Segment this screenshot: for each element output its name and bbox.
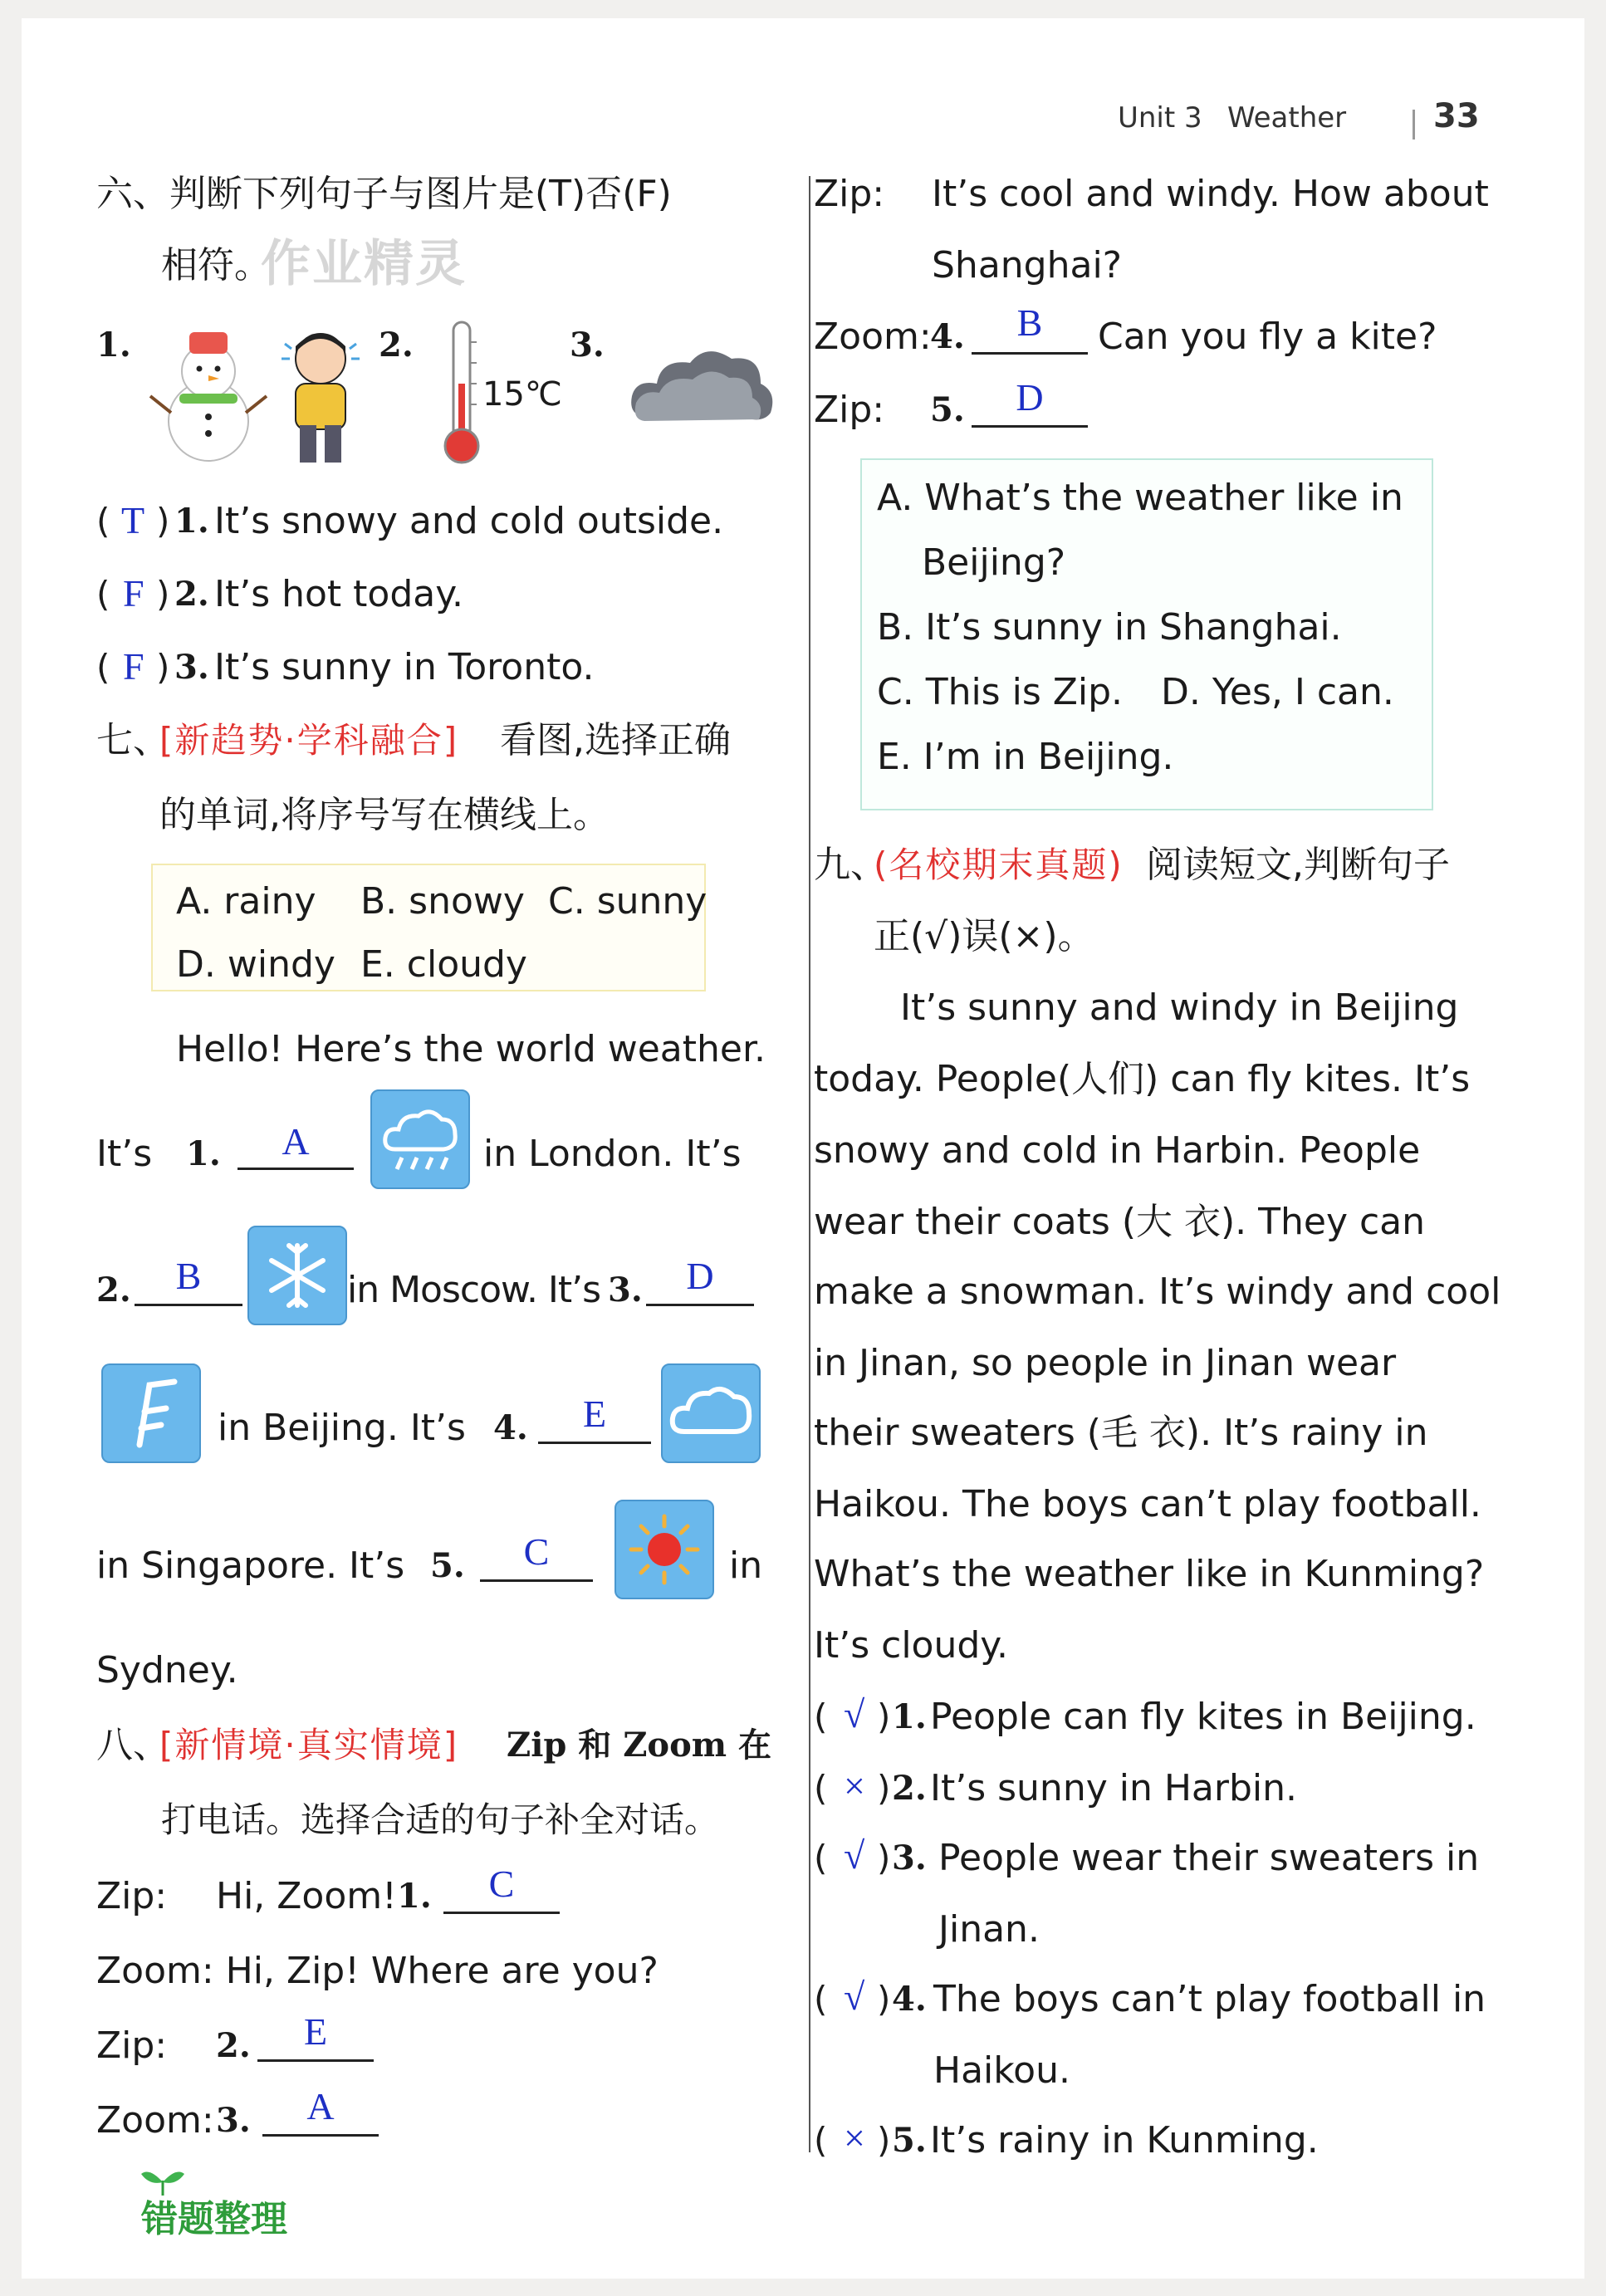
pic-num-1: 1. — [96, 326, 131, 365]
s9-tag: (名校期末真题) — [874, 844, 1124, 885]
snowman-icon — [146, 317, 271, 467]
s8-blank-4 — [972, 352, 1088, 355]
header-unit: Unit 3 — [1118, 101, 1202, 135]
s7-option-e: E. cloudy — [360, 943, 527, 986]
s8-answer-4: B — [1016, 301, 1043, 344]
s7-heading-line2: 的单词,将序号写在横线上。 — [159, 794, 610, 836]
s6-heading-line2: 相符。 — [161, 244, 271, 286]
s7-option-b: B. snowy — [360, 880, 525, 923]
s8-heading-line2: 打电话。选择合适的句子补全对话。 — [161, 1799, 720, 1840]
page-number: 33 — [1433, 97, 1480, 135]
s6-heading: 六、判断下列句子与图片是(T)否(F) — [96, 173, 672, 215]
watermark: 作业精灵 — [261, 235, 467, 293]
s7-heading: 看图,选择正确 — [500, 719, 731, 761]
s9-heading: 阅读短文,判断句子 — [1146, 844, 1450, 886]
workbook-page: Unit 3 Weather 33 六、判断下列句子与图片是(T)否(F) 相符。 作业精灵 1. 2. 3. 15℃ ( T ) 1. It’s snowy and cold outside. ( F ) 2. It’s hot today. ( F ) 3. It’s sunny in Toronto. 七、 [新趋势·学科融合] 看图,选择正确 的单词,将序号写在横线上。 A. rainy B. snowy C. sunny D. windy E. cloudy Hello! Here’s the world weather. It’s 1. A in London. It’s 2. B in Moscow. It’s 3. D in Beijing. It’s 4. E in Singapore. It’s 5. C in Sydney. 八、 [新情境·真实情境] Zip 和 Zoom 在 打电话。选择合适的句子补全对话。 Zip: Hi, Zoom! 1. C Zoom: Hi, Zip! Where are you? Zip: 2. E Zoom: 3. A Zip: It’s cool and windy. How about Shanghai? Zoom: 4. B Can you fly a kite? Zip: 5. D A. What’s the weather like in Beijing? B. It’s sunny in Shanghai. C. This is Zip. D. Yes, I can. E. I’m in Beijing. 九、 (名校期末真题) 阅读短文,判断句子 正(√)误(×)。 It’s sunny and windy in Beijing today. People(人们) can fly kites. It’s snowy and cold in Harbin. People wear their coats (大 衣). They can make a snowman. It’s windy and cool in Jinan, so people in Jinan wear their sweaters (毛 衣). It’s rainy in Haikou. The boys can’t play football. What’s the weather like in Kunming? It’s cloudy. ( √ ) 1. People can fly kites in Beijing. ( × ) 2. It’s sunny in Harbin. ( √ ) 3. People wear their sweaters in Jinan. ( √ ) 4. The boys can’t play football in Haikou. ( × ) 5. It’s rainy in Kunming. 错题整理 — [22, 18, 1584, 2279]
header-divider — [1413, 110, 1415, 140]
s6-answer-3: F — [123, 645, 144, 688]
s7-answer-4: E — [582, 1393, 607, 1435]
pic-num-3: 3. — [570, 326, 605, 365]
header-title: Weather — [1227, 101, 1347, 135]
dark-cloud-icon — [628, 338, 777, 429]
s7-blank-4 — [538, 1442, 651, 1444]
s7-answer-2: B — [175, 1255, 202, 1297]
sun-icon — [614, 1500, 714, 1599]
s9-answer-3: √ — [844, 1834, 865, 1877]
cloud-icon — [661, 1363, 761, 1463]
rain-icon — [370, 1089, 470, 1189]
s8-option-d: D. Yes, I can. — [1161, 671, 1394, 713]
s9-answer-5: × — [844, 2117, 865, 2159]
s7-blank-3 — [646, 1304, 754, 1306]
s7-prefix: 七、 — [96, 719, 169, 761]
s8-blank-2 — [257, 2059, 374, 2062]
snowflake-icon — [247, 1226, 347, 1325]
s7-option-d: D. windy — [176, 943, 335, 986]
s6-text-3: It’s sunny in Toronto. — [214, 646, 595, 688]
s7-intro: Hello! Here’s the world weather. — [176, 1028, 766, 1070]
s8-option-c: C. This is Zip. — [877, 671, 1124, 713]
s8-option-b: B. It’s sunny in Shanghai. — [877, 606, 1342, 649]
wind-icon — [101, 1363, 201, 1463]
s7-answer-5: C — [523, 1530, 550, 1573]
s6-text-2: It’s hot today. — [214, 573, 463, 615]
s6-answer-2: F — [123, 572, 144, 614]
s8-heading: Zip 和 Zoom 在 — [507, 1726, 772, 1765]
s7-option-c: C. sunny — [548, 880, 708, 923]
s8-tag: [新情境·真实情境] — [159, 1725, 459, 1765]
s9-answer-1: √ — [844, 1693, 865, 1735]
s6-answer-1: T — [121, 499, 145, 541]
column-divider — [809, 176, 810, 2152]
s8-blank-5 — [972, 425, 1088, 428]
s6-text-1: It’s snowy and cold outside. — [214, 500, 724, 542]
thermometer-icon — [437, 317, 487, 467]
footer-label: 错题整理 — [141, 2198, 287, 2240]
s8-answer-3: A — [306, 2085, 335, 2127]
s8-answer-2: E — [303, 2010, 328, 2053]
cold-boy-icon — [275, 326, 366, 471]
s8-option-e: E. I’m in Beijing. — [877, 736, 1174, 778]
s9-answer-2: × — [844, 1765, 865, 1807]
s7-tag: [新趋势·学科融合] — [159, 720, 459, 761]
s7-answer-1: A — [282, 1120, 310, 1163]
s9-answer-4: √ — [844, 1975, 865, 2018]
s7-blank-1 — [237, 1168, 354, 1170]
s8-answer-5: D — [1016, 376, 1044, 419]
s7-answer-3: D — [686, 1255, 714, 1297]
s8-blank-1 — [443, 1912, 560, 1914]
s7-blank-5 — [480, 1579, 593, 1582]
s8-answer-1: C — [488, 1863, 515, 1905]
s7-blank-2 — [135, 1304, 242, 1306]
s7-option-a: A. rainy — [176, 880, 316, 923]
temperature-label: 15℃ — [482, 375, 562, 414]
s9-heading-line2: 正(√)误(×)。 — [874, 915, 1094, 957]
s8-blank-3 — [262, 2134, 379, 2137]
s8-option-a: A. What’s the weather like in — [877, 477, 1403, 519]
pic-num-2: 2. — [379, 326, 414, 365]
